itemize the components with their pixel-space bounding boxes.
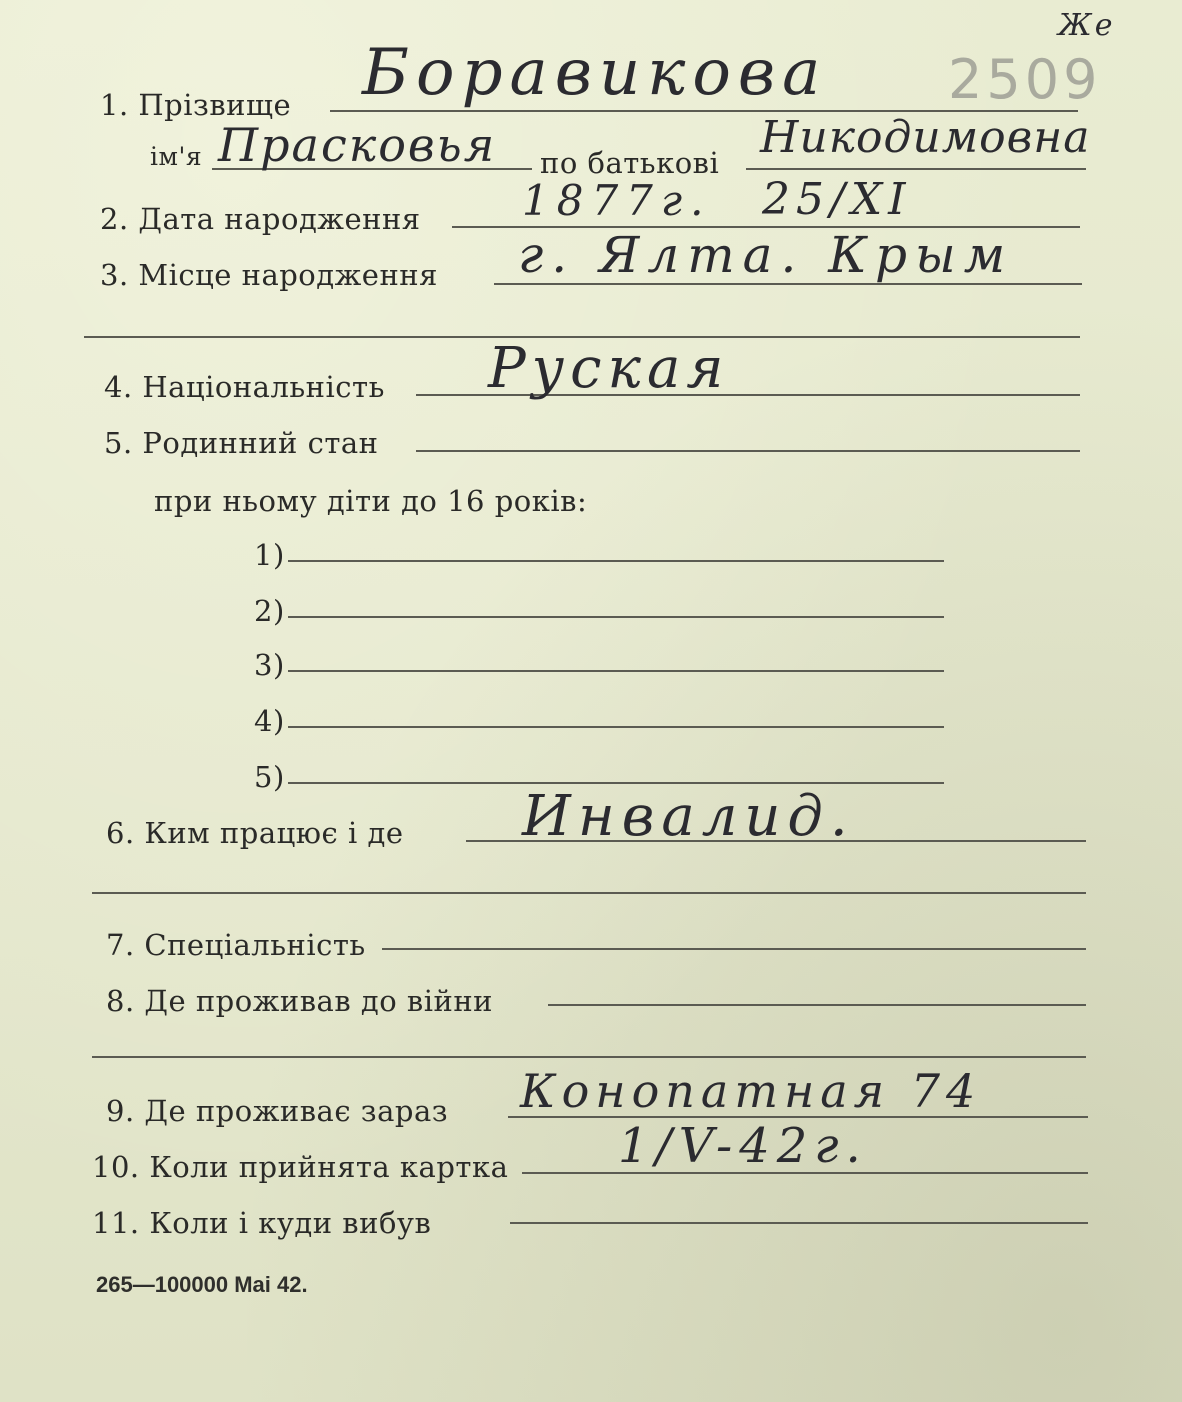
label-departure: 11. Коли і куди вибув: [92, 1206, 432, 1240]
label-specialty: 7. Спеціальність: [106, 928, 366, 962]
label-first-name: ім'я: [150, 142, 203, 171]
label-children: при ньому діти до 16 років:: [154, 484, 588, 518]
label-patronymic: по батькові: [540, 146, 720, 180]
value-current-residence: Конопатная 74: [520, 1064, 982, 1118]
line-occupation-extra: [92, 892, 1086, 894]
value-card-accepted: 1/V-42г.: [618, 1118, 868, 1174]
child-number: 4): [254, 704, 285, 738]
label-card-accepted: 10. Коли прийнята картка: [92, 1150, 509, 1184]
label-birth-place: 3. Місце народження: [100, 258, 438, 292]
line-child: [288, 726, 944, 728]
child-number: 1): [254, 538, 285, 572]
line-child: [288, 560, 944, 562]
line-patronymic: [746, 168, 1086, 170]
value-nationality: Руская: [488, 336, 730, 401]
line-departure: [510, 1222, 1088, 1224]
value-birth-year: 1877г.: [522, 176, 712, 225]
line-marital-status: [416, 450, 1080, 452]
value-surname: Боравикова: [362, 36, 828, 110]
label-nationality: 4. Національність: [104, 370, 385, 404]
print-code: 265—100000 Mai 42.: [96, 1272, 308, 1297]
value-birth-place: г. Ялта. Крым: [518, 226, 1014, 284]
label-surname: 1. Прізвище: [100, 88, 292, 122]
value-patronymic: Никодимовна: [760, 112, 1091, 163]
child-number: 3): [254, 648, 285, 682]
line-prewar-residence: [548, 1004, 1086, 1006]
label-current-residence: 9. Де проживає зараз: [106, 1094, 449, 1128]
label-prewar-residence: 8. Де проживав до війни: [106, 984, 493, 1018]
pencil-archive-number: 2509: [948, 48, 1102, 111]
child-number: 2): [254, 594, 285, 628]
value-first-name: Прасковья: [218, 118, 497, 172]
label-marital-status: 5. Родинний стан: [104, 426, 379, 460]
label-birth-date: 2. Дата народження: [100, 202, 421, 236]
child-number: 5): [254, 760, 285, 794]
line-prewar-residence-extra: [92, 1056, 1086, 1058]
line-child: [288, 616, 944, 618]
value-occupation: Инвалид.: [522, 784, 855, 849]
label-occupation: 6. Ким працює і де: [106, 816, 404, 850]
line-child: [288, 670, 944, 672]
line-specialty: [382, 948, 1086, 950]
corner-mark: Же: [1058, 8, 1116, 43]
value-birth-day: 25/XI: [762, 174, 912, 225]
